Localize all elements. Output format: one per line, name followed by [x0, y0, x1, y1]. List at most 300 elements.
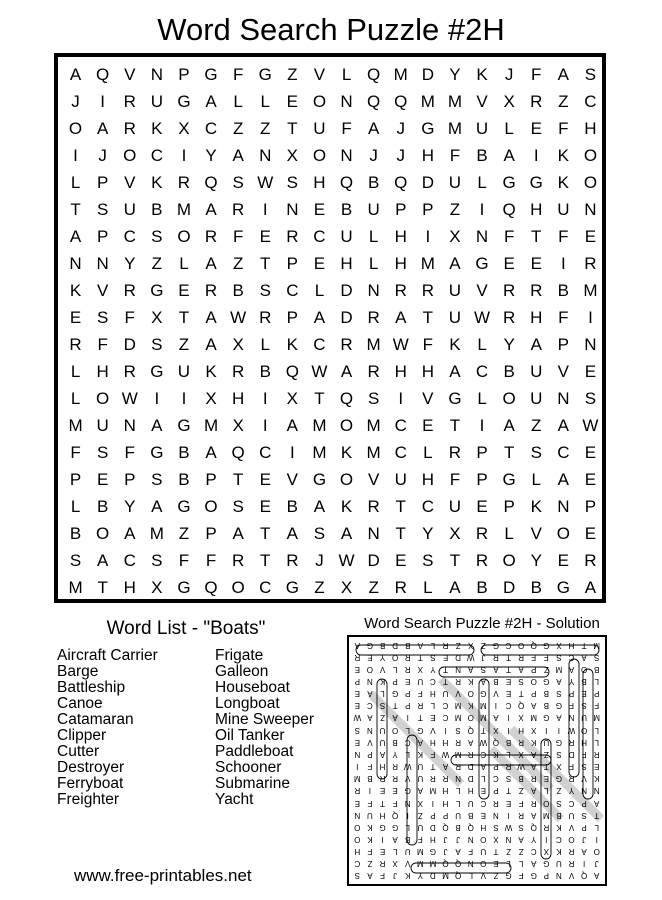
grid-letter: U	[394, 469, 407, 489]
solution-letter: C	[480, 749, 487, 759]
solution-letter: R	[417, 701, 424, 711]
solution-letter: E	[480, 810, 486, 820]
grid-letter: H	[421, 145, 434, 165]
grid-letter: C	[394, 415, 407, 435]
solution-letter: Z	[518, 847, 524, 857]
solution-letter: E	[354, 689, 360, 699]
grid-letter: Q	[367, 91, 381, 111]
puzzle-grid-frame	[54, 53, 606, 603]
solution-letter: C	[505, 701, 512, 711]
solution-letter: A	[480, 677, 486, 687]
solution-letter: Y	[568, 786, 575, 796]
word-list-item: Mine Sweeper	[215, 711, 315, 728]
grid-letter: P	[96, 172, 109, 192]
word-list-item: Oil Tanker	[215, 727, 285, 744]
solution-letter: V	[430, 725, 436, 735]
solution-letter: R	[455, 762, 461, 772]
solution-letter: K	[468, 701, 474, 711]
grid-letter: A	[449, 361, 461, 381]
grid-letter: G	[150, 361, 164, 381]
solution-letter: C	[493, 774, 499, 784]
solution-letter: H	[379, 762, 386, 772]
solution-letter: V	[405, 859, 411, 869]
solution-letter: K	[493, 749, 499, 759]
solution-letter: F	[569, 701, 574, 711]
solution-letter: B	[594, 664, 600, 674]
solution-letter: R	[518, 810, 524, 820]
solution-letter: R	[568, 737, 575, 747]
solution-letter: F	[367, 847, 373, 857]
solution-letter: I	[406, 713, 409, 723]
solution-letter: Q	[392, 810, 399, 820]
grid-letter: G	[150, 280, 164, 300]
grid-letter: S	[584, 64, 597, 84]
grid-letter: P	[503, 496, 515, 516]
solution-letter: A	[468, 664, 474, 674]
solution-highlight	[411, 863, 511, 873]
grid-letter: I	[154, 388, 160, 408]
grid-letter: B	[557, 280, 570, 300]
grid-letter: R	[475, 550, 489, 570]
solution-letter: R	[379, 859, 386, 869]
grid-letter: E	[69, 307, 82, 327]
grid-letter: O	[502, 550, 516, 570]
grid-letter: I	[262, 199, 268, 219]
solution-letter: A	[556, 677, 562, 687]
grid-letter: T	[395, 496, 406, 516]
solution-letter: E	[354, 701, 360, 711]
grid-letter: M	[203, 415, 219, 435]
grid-letter: B	[178, 469, 190, 489]
grid-letter: P	[205, 523, 217, 543]
solution-letter: R	[568, 859, 575, 869]
solution-letter: G	[404, 786, 411, 796]
grid-letter: K	[340, 496, 353, 516]
solution-letter: O	[568, 834, 575, 844]
grid-letter: A	[313, 496, 326, 516]
solution-letter: B	[493, 677, 499, 687]
solution-letter: B	[405, 834, 411, 844]
solution-letter: T	[392, 701, 398, 711]
solution-letter: E	[480, 786, 486, 796]
grid-letter: U	[96, 415, 109, 435]
grid-letter: C	[421, 496, 434, 516]
solution-letter: C	[568, 798, 575, 808]
solution-letter: R	[392, 774, 398, 784]
grid-letter: U	[475, 118, 489, 138]
grid-letter: K	[340, 442, 353, 462]
solution-letter: R	[543, 822, 550, 832]
grid-letter: R	[259, 307, 272, 327]
grid-letter: Q	[502, 199, 516, 219]
grid-letter: A	[286, 523, 299, 543]
grid-letter: G	[177, 415, 191, 435]
grid-letter: M	[420, 91, 435, 111]
solution-letter: E	[354, 798, 360, 808]
solution-letter: M	[593, 640, 601, 650]
solution-letter: P	[581, 798, 587, 808]
solution-letter: Z	[518, 786, 524, 796]
grid-letter: R	[584, 550, 597, 570]
solution-letter: O	[354, 834, 361, 844]
grid-letter: M	[68, 415, 83, 435]
grid-letter: E	[530, 118, 542, 138]
grid-letter: T	[260, 253, 271, 273]
solution-letter: G	[392, 689, 399, 699]
solution-letter: I	[494, 701, 498, 711]
word-list-item: Houseboat	[215, 679, 290, 696]
grid-letter: F	[558, 118, 569, 138]
solution-letter: Z	[543, 664, 549, 674]
grid-letter: U	[448, 496, 462, 516]
solution-letter: U	[379, 725, 386, 735]
solution-letter: P	[543, 871, 549, 881]
grid-letter: Z	[314, 577, 325, 597]
grid-letter: U	[448, 172, 462, 192]
grid-letter: Z	[232, 118, 244, 138]
grid-letter: M	[312, 415, 327, 435]
solution-letter: F	[569, 762, 574, 772]
solution-letter: M	[454, 701, 462, 711]
grid-letter: N	[557, 496, 570, 516]
solution-letter: E	[367, 652, 373, 662]
solution-letter: C	[480, 798, 487, 808]
grid-letter: H	[421, 361, 434, 381]
solution-letter: S	[430, 652, 436, 662]
solution-letter: I	[557, 725, 561, 735]
grid-letter: N	[584, 199, 597, 219]
grid-letter: Z	[558, 91, 569, 111]
solution-letter: F	[392, 798, 398, 808]
solution-letter: H	[442, 798, 449, 808]
grid-letter: X	[286, 388, 299, 408]
grid-letter: G	[312, 469, 327, 489]
solution-letter: P	[568, 689, 575, 699]
grid-letter: E	[313, 253, 326, 273]
solution-letter: Z	[367, 859, 373, 869]
solution-letter: H	[581, 737, 587, 747]
solution-letter: R	[404, 664, 411, 674]
grid-letter: H	[394, 253, 407, 273]
grid-letter: R	[232, 361, 245, 381]
solution-letter: S	[556, 652, 562, 662]
grid-letter: X	[286, 145, 299, 165]
solution-letter: Q	[492, 737, 500, 747]
grid-letter: N	[286, 199, 299, 219]
solution-letter: M	[442, 871, 449, 881]
solution-letter: U	[556, 859, 562, 869]
solution-letter: W	[479, 737, 488, 747]
solution-letter: O	[518, 640, 525, 650]
grid-letter: L	[531, 469, 541, 489]
solution-letter: U	[417, 677, 424, 687]
solution-letter: F	[518, 798, 524, 808]
solution-letter: M	[454, 713, 462, 723]
solution-letter: A	[417, 737, 423, 747]
solution-letter: I	[507, 810, 510, 820]
solution-letter: T	[506, 652, 511, 662]
solution-letter: A	[379, 749, 386, 759]
solution-highlight	[481, 645, 599, 655]
grid-letter: C	[286, 280, 299, 300]
grid-letter: A	[503, 415, 515, 435]
grid-letter: O	[96, 523, 110, 543]
grid-letter: R	[232, 199, 245, 219]
solution-letter: E	[505, 689, 512, 699]
grid-letter: V	[557, 361, 570, 381]
solution-letter: K	[468, 677, 474, 687]
solution-letter: L	[468, 871, 473, 881]
grid-letter: O	[502, 388, 516, 408]
solution-letter: G	[543, 859, 550, 869]
grid-letter: T	[260, 550, 271, 570]
grid-letter: I	[73, 145, 78, 165]
footer-url: www.free-printables.net	[74, 866, 252, 885]
word-list-column-1	[57, 648, 158, 808]
grid-letter: X	[340, 577, 353, 597]
solution-letter: J	[393, 871, 398, 881]
grid-letter: G	[502, 172, 516, 192]
solution-letter: X	[556, 640, 562, 650]
solution-letter: P	[531, 689, 537, 699]
solution-letter: G	[429, 847, 437, 857]
grid-letter: B	[96, 496, 109, 516]
solution-letter: F	[430, 749, 436, 759]
solution-letter: Y	[379, 652, 386, 662]
solution-letter: J	[481, 652, 486, 662]
grid-letter: L	[179, 253, 189, 273]
grid-letter: Y	[449, 64, 461, 84]
grid-letter: Q	[204, 172, 218, 192]
grid-letter: A	[367, 118, 380, 138]
solution-letter: I	[595, 834, 598, 844]
grid-letter: E	[584, 442, 597, 462]
solution-letter: P	[367, 749, 373, 759]
grid-letter: R	[503, 280, 516, 300]
solution-letter: F	[518, 871, 524, 881]
solution-highlight	[511, 729, 601, 819]
solution-letter: R	[392, 762, 398, 772]
word-list-item: Cutter	[57, 743, 100, 760]
grid-letter: R	[204, 226, 218, 246]
grid-letter: P	[395, 199, 407, 219]
grid-letter: T	[449, 415, 461, 435]
solution-letter: K	[556, 822, 562, 832]
grid-letter: G	[177, 577, 191, 597]
solution-letter: C	[530, 847, 537, 857]
solution-letter: J	[456, 834, 461, 844]
grid-letter: K	[530, 496, 542, 516]
solution-letter: T	[506, 786, 511, 796]
grid-letter: N	[557, 388, 570, 408]
solution-letter: U	[442, 689, 449, 699]
solution-letter: P	[405, 689, 411, 699]
solution-letter: Q	[455, 859, 462, 869]
grid-letter: E	[530, 253, 542, 273]
solution-letter: G	[392, 822, 399, 832]
grid-letter: I	[588, 307, 593, 327]
solution-letter: Q	[530, 640, 537, 650]
solution-letter: H	[568, 640, 575, 650]
solution-letter: X	[417, 798, 423, 808]
grid-letter: Z	[531, 415, 542, 435]
solution-letter: G	[555, 737, 563, 747]
solution-letter: A	[468, 737, 474, 747]
solution-letter: X	[493, 725, 499, 735]
solution-letter: B	[468, 810, 474, 820]
solution-letter: R	[467, 749, 474, 759]
solution-letter: G	[492, 640, 500, 650]
solution-letter: I	[406, 810, 409, 820]
solution-letter: A	[392, 834, 398, 844]
solution-letter: H	[480, 822, 487, 832]
grid-letter: W	[257, 172, 274, 192]
grid-letter: B	[69, 523, 82, 543]
grid-letter: S	[151, 226, 163, 246]
solution-letter: L	[481, 774, 486, 784]
grid-letter: I	[479, 199, 485, 219]
solution-letter: O	[467, 689, 474, 699]
solution-letter: A	[354, 640, 360, 650]
solution-letter: V	[379, 664, 386, 674]
solution-letter: L	[430, 640, 436, 650]
grid-letter: P	[557, 334, 570, 354]
grid-letter: Q	[394, 91, 408, 111]
grid-letter: T	[178, 307, 190, 327]
grid-letter: S	[232, 496, 244, 516]
solution-letter: A	[455, 847, 461, 857]
grid-letter: M	[366, 415, 381, 435]
solution-letter: X	[556, 762, 562, 772]
grid-letter: L	[260, 91, 270, 111]
solution-highlight	[441, 679, 551, 789]
solution-letter: W	[517, 762, 525, 772]
solution-letter: J	[443, 834, 448, 844]
grid-letter: N	[584, 334, 597, 354]
grid-letter: P	[476, 442, 488, 462]
grid-letter: R	[503, 307, 516, 327]
solution-letter: S	[480, 664, 486, 674]
grid-letter: V	[313, 64, 326, 84]
grid-letter: X	[178, 118, 190, 138]
solution-letter: Z	[417, 810, 423, 820]
grid-letter: H	[394, 361, 407, 381]
solution-letter: B	[543, 689, 549, 699]
solution-letter: T	[493, 847, 499, 857]
grid-letter: B	[178, 442, 190, 462]
solution-letter: R	[404, 652, 411, 662]
grid-letter: N	[150, 64, 163, 84]
solution-letter: L	[392, 847, 398, 857]
solution-letter: O	[366, 664, 374, 674]
solution-letter: N	[367, 677, 373, 687]
grid-letter: H	[421, 469, 434, 489]
solution-letter: S	[379, 701, 386, 711]
grid-letter: E	[584, 469, 597, 489]
grid-letter: Y	[530, 550, 542, 570]
grid-letter: S	[286, 172, 299, 192]
solution-letter: J	[443, 847, 448, 857]
grid-letter: E	[313, 199, 326, 219]
grid-letter: S	[151, 550, 163, 570]
grid-letter: J	[315, 550, 324, 570]
grid-letter: D	[421, 172, 434, 192]
grid-letter: N	[96, 253, 109, 273]
solution-letter: D	[392, 640, 398, 650]
word-list-item: Ferryboat	[57, 775, 124, 792]
grid-letter: M	[366, 442, 381, 462]
solution-letter: E	[354, 664, 360, 674]
solution-letter: A	[581, 847, 587, 857]
word-list-item: Frigate	[215, 647, 264, 664]
solution-letter: L	[506, 749, 511, 759]
solution-letter: L	[380, 689, 385, 699]
word-list-item: Catamaran	[57, 711, 134, 728]
grid-letter: Z	[178, 523, 190, 543]
grid-letter: A	[313, 307, 326, 327]
grid-letter: C	[557, 442, 570, 462]
solution-letter: I	[507, 725, 510, 735]
grid-letter: A	[395, 307, 407, 327]
solution-letter: S	[581, 762, 587, 772]
solution-letter: V	[455, 689, 461, 699]
solution-letter: L	[518, 859, 524, 869]
grid-letter: A	[557, 415, 570, 435]
grid-letter: I	[398, 388, 404, 408]
solution-letter: R	[379, 774, 386, 784]
solution-letter: C	[568, 652, 575, 662]
grid-letter: W	[474, 307, 491, 327]
solution-letter: F	[417, 834, 423, 844]
grid-letter: T	[70, 199, 81, 219]
grid-letter: E	[476, 496, 488, 516]
solution-letter: X	[468, 640, 474, 650]
solution-letter: A	[367, 713, 373, 723]
solution-letter: S	[354, 725, 360, 735]
solution-letter: A	[531, 810, 537, 820]
solution-letter: O	[530, 677, 537, 687]
solution-highlight	[371, 694, 461, 784]
solution-letter: R	[430, 774, 436, 784]
grid-letter: L	[477, 388, 487, 408]
solution-letter: S	[556, 749, 562, 759]
grid-letter: R	[204, 280, 218, 300]
solution-letter: R	[442, 774, 449, 784]
solution-highlight	[479, 679, 489, 799]
solution-letter: U	[568, 810, 575, 820]
grid-letter: J	[396, 118, 405, 138]
solution-letter: I	[583, 859, 586, 869]
solution-letter: A	[442, 762, 449, 772]
grid-letter: B	[530, 577, 542, 597]
grid-letter: Z	[368, 577, 379, 597]
grid-letter: P	[584, 496, 597, 516]
solution-letter: N	[354, 749, 361, 759]
solution-letter: I	[444, 725, 447, 735]
grid-letter: S	[151, 334, 163, 354]
grid-letter: F	[531, 64, 542, 84]
solution-letter: N	[556, 871, 562, 881]
grid-letter: W	[582, 415, 599, 435]
solution-letter: U	[581, 713, 587, 723]
solution-letter: I	[381, 834, 384, 844]
solution-letter: O	[593, 847, 600, 857]
solution-letter: C	[556, 834, 562, 844]
solution-letter: X	[543, 847, 549, 857]
grid-letter: R	[394, 280, 407, 300]
grid-letter: M	[312, 442, 327, 462]
grid-letter: N	[475, 226, 489, 246]
